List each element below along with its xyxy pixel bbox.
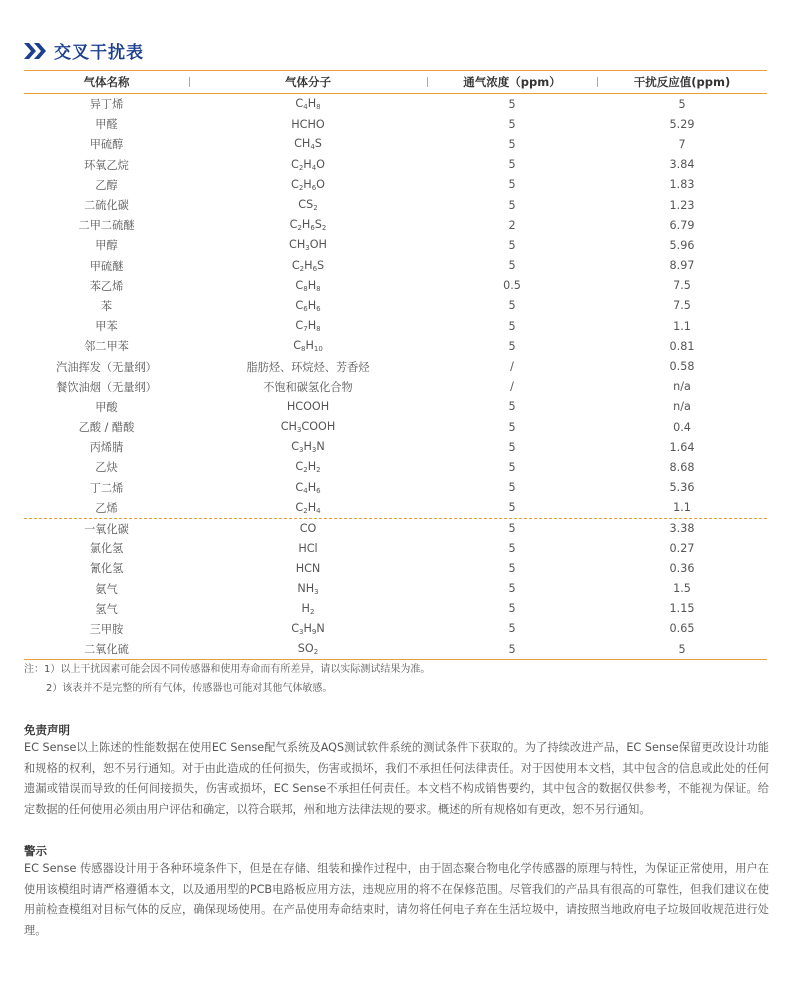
table-row xyxy=(24,215,767,235)
table-row xyxy=(24,518,767,538)
gas-name-cell: 甲硫醚 xyxy=(89,259,124,273)
table-row xyxy=(24,296,767,316)
gas-name-cell: 异丁烯 xyxy=(89,98,124,112)
table-row xyxy=(24,599,767,619)
gas-name-cell: 氯化氢 xyxy=(89,542,124,556)
gas-formula-cell xyxy=(189,198,427,212)
formula-subscript: 6 xyxy=(303,304,308,313)
interference-value-cell: 0.36 xyxy=(669,561,695,575)
concentration-cell: 5 xyxy=(508,440,516,454)
formula-text: C xyxy=(291,621,300,635)
formula-text: H xyxy=(303,157,312,171)
table-row xyxy=(24,579,767,599)
formula-text: SO xyxy=(297,642,314,656)
interference-value-cell: 1.1 xyxy=(673,319,691,333)
concentration-cell: 5 xyxy=(508,622,516,636)
table-row xyxy=(24,356,767,376)
header-concentration: 通气浓度（ppm） xyxy=(427,74,597,90)
gas-formula-cell xyxy=(189,218,427,232)
formula-text: C xyxy=(295,460,304,474)
concentration-cell: 5 xyxy=(508,481,516,495)
formula-text: O xyxy=(316,177,325,191)
table-row xyxy=(24,94,767,114)
gas-name-cell: 氰化氢 xyxy=(89,562,124,576)
formula-subscript: 4 xyxy=(316,506,321,515)
gas-formula-cell xyxy=(189,178,427,192)
formula-text: C xyxy=(291,258,300,272)
concentration-cell: 5 xyxy=(508,541,516,555)
formula-subscript: 2 xyxy=(313,648,319,657)
interference-value-cell: 1.1 xyxy=(673,501,691,515)
concentration-cell: / xyxy=(510,360,514,374)
formula-subscript: 2 xyxy=(321,224,327,233)
concentration-cell: 5 xyxy=(508,420,516,434)
formula-subscript: 2 xyxy=(309,607,315,616)
formula-subscript: 2 xyxy=(313,204,318,213)
formula-text: S xyxy=(314,137,322,151)
formula-text: C xyxy=(295,97,304,111)
interference-value-cell: 8.97 xyxy=(669,259,695,273)
gas-name-cell: 乙炔 xyxy=(95,461,118,475)
interference-value-cell: 7.5 xyxy=(673,299,691,313)
note-line-2: 2）该表并不是完整的所有气体，传感器也可能对其他气体敏感。 xyxy=(46,683,333,694)
formula-text: HCHO xyxy=(291,117,325,131)
interference-value-cell: 5 xyxy=(678,97,686,111)
table-row xyxy=(24,276,767,296)
formula-text: H xyxy=(307,319,317,333)
interference-value-cell: 6.79 xyxy=(669,218,695,232)
formula-subscript: 8 xyxy=(316,103,321,112)
formula-subscript: 3 xyxy=(305,244,310,253)
gas-formula-cell xyxy=(189,460,427,474)
gas-name-cell: 甲醇 xyxy=(95,239,118,253)
table-row xyxy=(24,155,767,175)
gas-name-cell: 甲酸 xyxy=(95,400,118,414)
formula-subscript: 6 xyxy=(316,304,321,313)
formula-text: C xyxy=(289,218,298,232)
interference-value-cell: 3.38 xyxy=(669,522,695,536)
interference-value-cell: 1.83 xyxy=(669,178,695,192)
gas-name-cell: 邻二甲苯 xyxy=(84,340,129,354)
interference-value-cell: 7 xyxy=(678,137,686,151)
gas-formula-cell xyxy=(189,420,427,434)
formula-text: C xyxy=(295,500,304,514)
concentration-cell: 0.5 xyxy=(503,279,521,293)
gas-name-cell: 甲硫醇 xyxy=(89,138,124,152)
interference-value-cell: 5 xyxy=(678,642,686,656)
concentration-cell: 5 xyxy=(508,642,516,656)
formula-text: CH xyxy=(280,420,297,434)
gas-name-cell: 甲醛 xyxy=(95,118,118,132)
formula-subscript: 4 xyxy=(311,163,317,172)
formula-subscript: 3 xyxy=(299,446,304,455)
warning-body: EC Sense 传感器设计用于各种环境条件下，但是在存储、组装和操作过程中，由于固态聚合物电化学传感器的原理与特性，为保证正常使用，用户在使用该模组时请严格遵循本文，以及通用型的PCB电路板应用方法，违规应用的将不在保修范围。尽管我们的产品具有很高的可靠性，但我们建议在使用前检查模组对目标气体的反应，确保现场使用。在产品使用寿命结束时，请勿将任何电子弃在生活垃圾中，请按照当地政府电子垃圾回收规范进行处理。 xyxy=(24,862,769,937)
table-row xyxy=(24,377,767,397)
table-row xyxy=(24,235,767,255)
table-row xyxy=(24,114,767,134)
interference-value-cell: 1.5 xyxy=(673,582,691,596)
gas-name-cell: 甲苯 xyxy=(95,320,118,334)
interference-value-cell: 0.27 xyxy=(669,541,695,555)
formula-subscript: 6 xyxy=(311,183,317,192)
formula-subscript: 2 xyxy=(298,183,304,192)
gas-formula-cell xyxy=(189,137,427,151)
page-title: 交叉干扰表 xyxy=(54,43,144,63)
formula-text: OH xyxy=(309,238,327,252)
gas-name-cell: 环氧乙烷 xyxy=(84,158,129,172)
formula-text: S xyxy=(314,218,322,232)
formula-subscript: 8 xyxy=(316,284,321,293)
formula-text: C xyxy=(293,339,301,353)
formula-text: HCOOH xyxy=(286,400,330,414)
table-row xyxy=(24,619,767,639)
concentration-cell: 5 xyxy=(508,400,516,414)
formula-text: C xyxy=(295,480,304,494)
interference-value-cell: 5.29 xyxy=(669,117,695,131)
gas-formula-cell xyxy=(189,359,427,375)
formula-subscript: 6 xyxy=(316,486,321,495)
formula-text: H xyxy=(307,278,317,292)
formula-text: H xyxy=(301,218,311,232)
formula-text: S xyxy=(317,258,325,272)
formula-subscript: 6 xyxy=(310,224,315,233)
gas-formula-cell xyxy=(189,602,427,616)
concentration-cell: 2 xyxy=(508,218,516,232)
formula-text: CO xyxy=(299,522,317,536)
gas-formula-cell xyxy=(189,400,427,413)
formula-text: CH xyxy=(294,137,311,151)
gas-name-cell: 一氧化碳 xyxy=(84,522,129,536)
interference-value-cell: 1.23 xyxy=(669,198,695,212)
disclaimer-title: 免责声明 xyxy=(24,723,70,737)
gas-name-cell: 三甲胺 xyxy=(89,622,124,636)
table-row xyxy=(24,498,767,518)
formula-text: NH xyxy=(297,581,315,595)
header-gas-formula: 气体分子 xyxy=(189,74,427,90)
gas-formula-cell xyxy=(189,562,427,575)
note-line-1: 注：1）以上干扰因素可能会因不同传感器和使用寿命而有所差异，请以实际测试结果为准。 xyxy=(24,664,431,675)
formula-subscript: 10 xyxy=(313,345,323,354)
concentration-cell: 5 xyxy=(508,339,516,353)
concentration-cell: 5 xyxy=(508,582,516,596)
formula-text: C xyxy=(291,157,299,171)
table-row xyxy=(24,316,767,336)
cross-interference-table xyxy=(24,70,767,660)
concentration-cell: 5 xyxy=(508,561,516,575)
gas-name-cell: 氢气 xyxy=(95,602,118,616)
warning-title: 警示 xyxy=(24,844,47,858)
interference-value-cell: 0.58 xyxy=(669,360,695,374)
gas-name-cell: 汽油挥发（无量纲） xyxy=(56,360,157,374)
gas-name-cell: 氨气 xyxy=(95,582,118,596)
formula-text: O xyxy=(316,157,325,171)
interference-value-cell: 0.4 xyxy=(673,420,691,434)
formula-subscript: 3 xyxy=(314,587,319,596)
formula-text: C xyxy=(291,440,300,454)
formula-text: H xyxy=(304,258,313,272)
formula-text: C xyxy=(295,278,304,292)
table-row xyxy=(24,538,767,558)
interference-value-cell: 5.36 xyxy=(669,481,695,495)
gas-formula-cell xyxy=(189,440,427,454)
formula-subscript: 4 xyxy=(303,486,308,495)
formula-text: 不饱和碳氢化合物 xyxy=(263,380,353,394)
formula-subscript: 8 xyxy=(303,284,308,293)
interference-value-cell: 0.65 xyxy=(669,622,695,636)
formula-text: H xyxy=(303,621,312,635)
formula-text: H xyxy=(307,298,317,312)
gas-formula-cell xyxy=(189,238,427,252)
gas-name-cell: 丁二烯 xyxy=(89,481,124,495)
formula-subscript: 4 xyxy=(303,103,308,112)
table-row xyxy=(24,639,767,659)
formula-text: CH xyxy=(289,238,306,252)
gas-formula-cell xyxy=(189,319,427,333)
gas-formula-cell xyxy=(189,481,427,495)
header-interference-value: 干扰反应值(ppm) xyxy=(597,74,767,90)
formula-text: H xyxy=(303,177,312,191)
formula-text: C xyxy=(295,298,304,312)
gas-formula-cell xyxy=(189,379,427,395)
formula-text: H xyxy=(307,500,317,514)
table-notes xyxy=(24,660,430,698)
interference-value-cell: n/a xyxy=(673,400,691,414)
interference-value-cell: 1.15 xyxy=(669,602,695,616)
gas-formula-cell xyxy=(189,299,427,313)
formula-text: C xyxy=(295,319,304,333)
concentration-cell: 5 xyxy=(508,117,516,131)
formula-text: HCN xyxy=(295,561,321,575)
interference-value-cell: 3.84 xyxy=(669,158,695,172)
table-row xyxy=(24,175,767,195)
gas-name-cell: 乙酸 / 醋酸 xyxy=(78,421,135,435)
concentration-cell: 5 xyxy=(508,501,516,515)
concentration-cell: 5 xyxy=(508,319,516,333)
table-row xyxy=(24,478,767,498)
formula-text: N xyxy=(316,440,325,454)
gas-formula-cell xyxy=(189,339,427,353)
formula-subscript: 2 xyxy=(299,264,305,273)
gas-name-cell: 苯 xyxy=(100,299,113,313)
gas-formula-cell xyxy=(189,158,427,172)
formula-subscript: 2 xyxy=(303,466,308,475)
concentration-cell: 5 xyxy=(508,299,516,313)
gas-formula-cell xyxy=(189,501,427,515)
concentration-cell: 5 xyxy=(508,178,516,192)
formula-subscript: 4 xyxy=(310,143,315,152)
formula-subscript: 3 xyxy=(311,446,317,455)
table-row xyxy=(24,457,767,477)
table-row xyxy=(24,195,767,215)
formula-text: HCl xyxy=(298,541,318,555)
gas-formula-cell xyxy=(189,97,427,111)
formula-subscript: 9 xyxy=(311,627,317,636)
table-row xyxy=(24,417,767,437)
interference-value-cell: 8.68 xyxy=(669,460,695,474)
concentration-cell: 5 xyxy=(508,137,516,151)
interference-value-cell: 7.5 xyxy=(673,279,691,293)
concentration-cell: 5 xyxy=(508,97,516,111)
formula-subscript: 7 xyxy=(303,325,308,334)
gas-formula-cell xyxy=(189,522,427,535)
formula-text: H xyxy=(301,601,310,615)
formula-text: H xyxy=(305,339,314,353)
header-gas-name: 气体名称 xyxy=(83,75,130,89)
formula-text: H xyxy=(307,460,317,474)
table-row xyxy=(24,437,767,457)
table-body xyxy=(24,94,767,659)
formula-subscript: 3 xyxy=(299,627,304,636)
formula-subscript: 3 xyxy=(296,426,302,435)
gas-formula-cell xyxy=(189,642,427,656)
gas-name-cell: 二氧化硫 xyxy=(84,643,129,657)
gas-formula-cell xyxy=(189,118,427,131)
table-row xyxy=(24,558,767,578)
table-row xyxy=(24,397,767,417)
concentration-cell: 5 xyxy=(508,158,516,172)
formula-subscript: 2 xyxy=(297,224,302,233)
formula-text: H xyxy=(307,480,317,494)
gas-formula-cell xyxy=(189,622,427,636)
formula-subscript: 2 xyxy=(303,506,308,515)
concentration-cell: / xyxy=(510,380,514,394)
formula-text: H xyxy=(307,97,317,111)
formula-subscript: 8 xyxy=(301,345,306,354)
table-row xyxy=(24,134,767,154)
page-header xyxy=(24,38,144,63)
gas-name-cell: 乙醇 xyxy=(95,178,118,192)
gas-name-cell: 苯乙烯 xyxy=(89,279,124,293)
concentration-cell: 5 xyxy=(508,259,516,273)
disclaimer-body: EC Sense以上陈述的性能数据在使用EC Sense配气系统及AQS测试软件系统的测试条件下获取的。为了持续改进产品，EC Sense保留更改设计功能和规格的权利，恕不另行通知。对于由此造成的任何损失，伤害或损坏，我们不承担任何法律责任。对于因使用本文档，其中包含的信息或此处的任何遗漏或错误而导致的任何间接损失，伤害或损坏，EC Sense不承担任何责任。本文档不构成销售要约，其中包含的数据仅供参考，不能视为保证。给定数据的任何使用必须由用户评估和确定，以符合联邦，州和地方法律法规的要求。概述的所有规格如有更改，恕不另行通知。 xyxy=(24,741,769,816)
formula-subscript: 6 xyxy=(312,264,318,273)
concentration-cell: 5 xyxy=(508,198,516,212)
gas-formula-cell xyxy=(189,582,427,596)
interference-value-cell: n/a xyxy=(673,380,691,394)
formula-text: H xyxy=(303,440,312,454)
formula-subscript: 8 xyxy=(316,325,321,334)
interference-value-cell: 0.81 xyxy=(669,339,695,353)
formula-text: C xyxy=(291,177,299,191)
concentration-cell: 5 xyxy=(508,522,516,536)
gas-formula-cell xyxy=(189,259,427,273)
gas-name-cell: 乙烯 xyxy=(95,501,118,515)
table-row xyxy=(24,256,767,276)
gas-formula-cell xyxy=(189,279,427,293)
concentration-cell: 5 xyxy=(508,602,516,616)
concentration-cell: 5 xyxy=(508,238,516,252)
gas-name-cell: 二甲二硫醚 xyxy=(78,219,135,233)
formula-subscript: 2 xyxy=(298,163,304,172)
gas-name-cell: 餐饮油烟（无量纲） xyxy=(56,380,157,394)
interference-value-cell: 1.64 xyxy=(669,440,695,454)
concentration-cell: 5 xyxy=(508,460,516,474)
formula-subscript: 2 xyxy=(316,466,321,475)
formula-text: 脂肪烃、环烷烃、芳香烃 xyxy=(246,360,370,374)
double-chevron-right-icon xyxy=(24,42,48,60)
table-header xyxy=(24,70,767,94)
gas-formula-cell xyxy=(189,542,427,555)
formula-text: COOH xyxy=(301,420,336,434)
gas-name-cell: 二硫化碳 xyxy=(84,199,129,213)
formula-text: CS xyxy=(298,198,314,212)
gas-name-cell: 丙烯腈 xyxy=(89,441,124,455)
interference-value-cell: 5.96 xyxy=(669,238,695,252)
formula-text: N xyxy=(316,621,325,635)
table-row xyxy=(24,336,767,356)
